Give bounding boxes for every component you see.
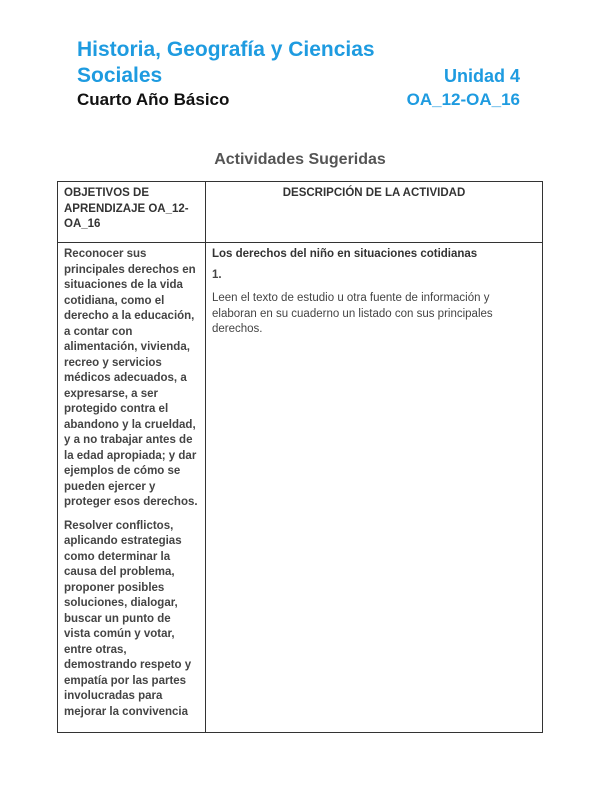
subject-title-continued: Sociales bbox=[77, 64, 163, 87]
activities-table bbox=[57, 181, 543, 733]
grade-label: Cuarto Año Básico bbox=[77, 90, 230, 109]
section-title: Actividades Sugeridas bbox=[214, 151, 386, 168]
unit-label: Unidad 4 bbox=[443, 66, 520, 86]
activity-number: 1. bbox=[212, 268, 222, 281]
description-column-header: DESCRIPCIÓN DE LA ACTIVIDAD bbox=[206, 182, 543, 243]
subject-title: Historia, Geografía y Ciencias bbox=[77, 38, 375, 61]
activity-title: Los derechos del niño en situaciones cotidianas bbox=[212, 248, 478, 260]
objectives-column-header: OBJETIVOS DE APRENDIZAJE OA_12-OA_16 bbox=[58, 182, 206, 243]
objective-item: Reconocer sus principales derechos en situaciones de la vida cotidiana, como el derecho a la educación, a contar con alimentación, vivienda, recreo y servicios médicos adecuados, a expresarse, a ser protegido contra el abandono y la crueldad, y a no trabajar antes de la edad apropiada; y dar ejemplos de cómo se pueden ejercer y proteger esos derechos. bbox=[64, 248, 198, 508]
header-row-grade-code bbox=[77, 89, 520, 111]
table-header-row bbox=[58, 182, 543, 243]
table-row bbox=[58, 243, 543, 733]
header-row-subject-unit bbox=[77, 63, 520, 89]
oa-code-label: OA_12-OA_16 bbox=[406, 90, 520, 109]
document-header bbox=[77, 36, 520, 111]
activity-text: Leen el texto de estudio u otra fuente de información y elaboran en su cuaderno un listado con sus principales derechos. bbox=[212, 292, 493, 335]
description-cell bbox=[206, 243, 543, 733]
objectives-cell bbox=[58, 243, 206, 733]
objective-item: Resolver conflictos, aplicando estrategias como determinar la causa del problema, proponer posibles soluciones, dialogar, buscar un punto de vista común y votar, entre otras, demostrando respeto y empatía por las partes involucradas para mejorar la convivencia bbox=[64, 519, 192, 718]
